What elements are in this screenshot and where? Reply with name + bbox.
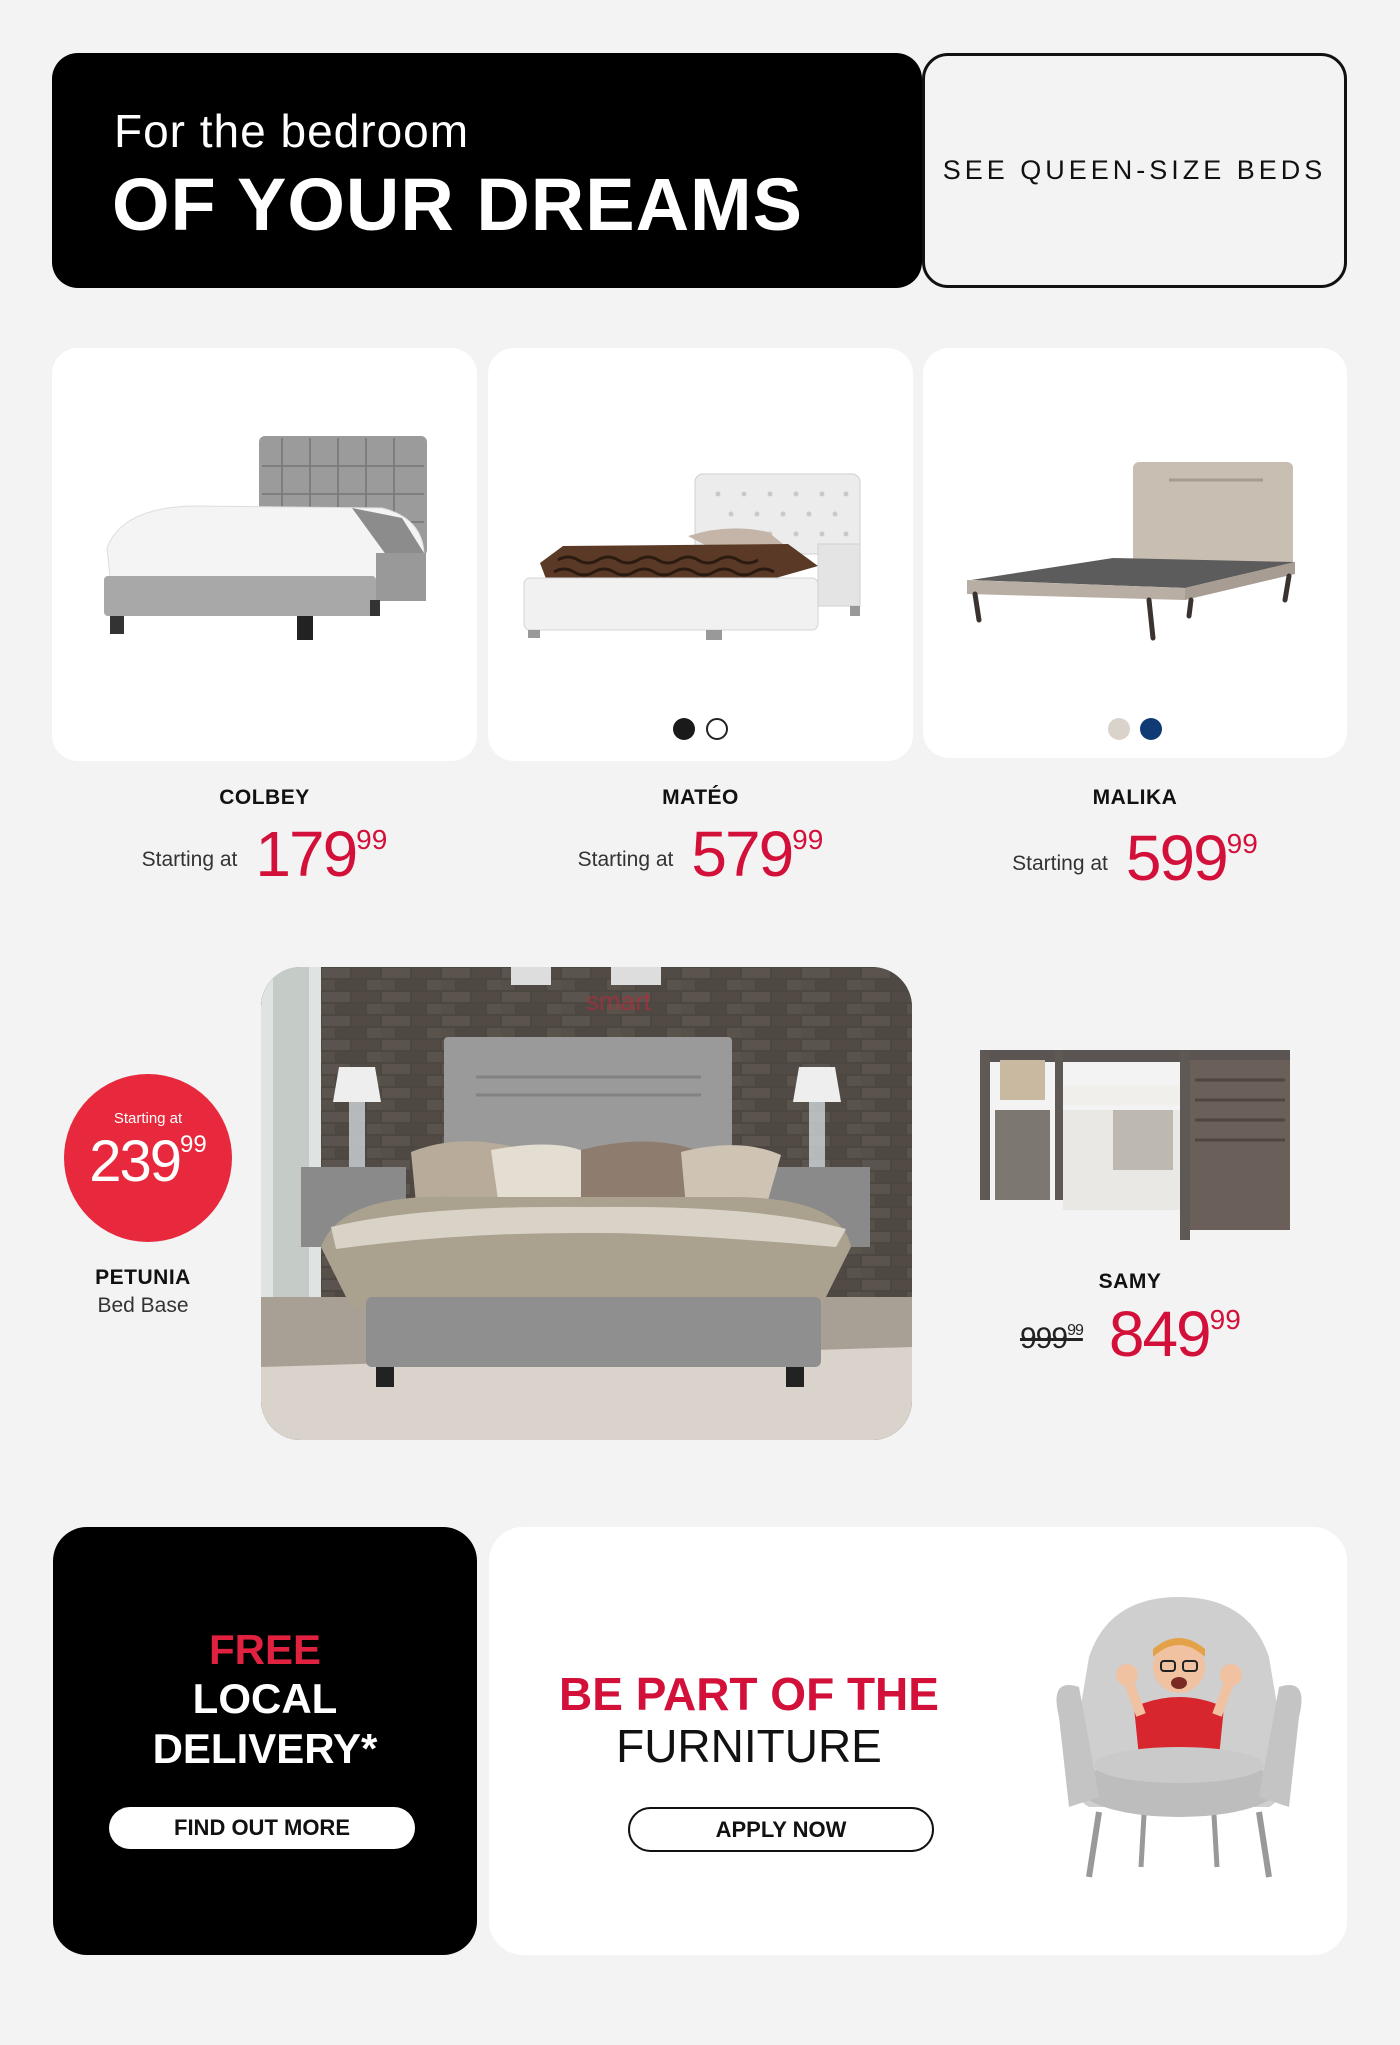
product-price-row-mateo [488,818,913,890]
furniture-label: FURNITURE [616,1720,882,1772]
product-card-malika[interactable] [923,348,1347,758]
hero-subtitle: For the bedroom [114,105,470,157]
colbey-bed-image [52,348,477,761]
product-price-colbey: $179^{99}$ [255,818,388,890]
badge-starting-label: Starting at [113,1110,183,1127]
product-price-row-colbey [52,818,477,890]
swatch-black[interactable] [673,718,695,740]
product-price-malika: $599^{99}$ [1125,822,1258,894]
swatch-beige[interactable] [1108,718,1130,740]
mateo-bed-image [488,348,913,761]
product-price-row-malika [923,822,1347,894]
badge-price: $239^{99}$ [89,1129,207,1194]
apply-now-button[interactable]: APPLY NOW [628,1807,934,1852]
product-name-malika: MALIKA [1092,786,1178,809]
product-name-mateo: MATÉO [662,786,739,809]
free-delivery-panel [53,1527,477,1955]
swatch-navy[interactable] [1140,718,1162,740]
color-swatches-malika [923,718,1347,745]
product-card-mateo[interactable] [488,348,913,761]
product-price-mateo: $579^{99}$ [691,818,824,890]
old-price-samy: $999^{99}$ [1020,1322,1083,1355]
delivery-label: DELIVERY* [152,1725,378,1773]
petunia-bed-scene [261,967,912,1440]
product-price-samy: $849^{99}$ [1108,1298,1241,1370]
starting-at-label: Starting at [141,848,238,871]
hero-title: OF YOUR DREAMS [112,163,804,246]
samy-loft-bed-image [975,1040,1295,1240]
find-out-more-button[interactable]: FIND OUT MORE [109,1807,415,1849]
local-label: LOCAL [192,1675,338,1722]
color-swatches-mateo [488,718,913,745]
join-panel [489,1527,1347,1955]
smart-watermark: smart [586,986,651,1016]
see-queen-size-beds-label: SEE QUEEN-SIZE BEDS [942,155,1327,185]
be-part-of-the-label: BE PART OF THE [559,1668,939,1720]
product-name-samy: SAMY [1098,1270,1162,1293]
product-name-colbey: COLBEY [219,786,310,809]
product-desc-petunia: Bed Base [97,1294,189,1317]
starting-at-label: Starting at [577,848,674,871]
product-price-row-samy [1020,1298,1241,1370]
product-card-colbey[interactable] [52,348,477,761]
starting-at-label: Starting at [1012,852,1108,875]
malika-bed-image [923,348,1347,758]
product-name-petunia: PETUNIA [95,1266,191,1289]
free-label: FREE [208,1626,321,1673]
price-badge-petunia [64,1074,232,1242]
petunia-bedroom-photo[interactable] [261,967,912,1440]
swatch-white[interactable] [706,718,728,740]
armchair-man-image [1049,1597,1309,1897]
see-queen-size-beds-button[interactable] [922,53,1347,288]
